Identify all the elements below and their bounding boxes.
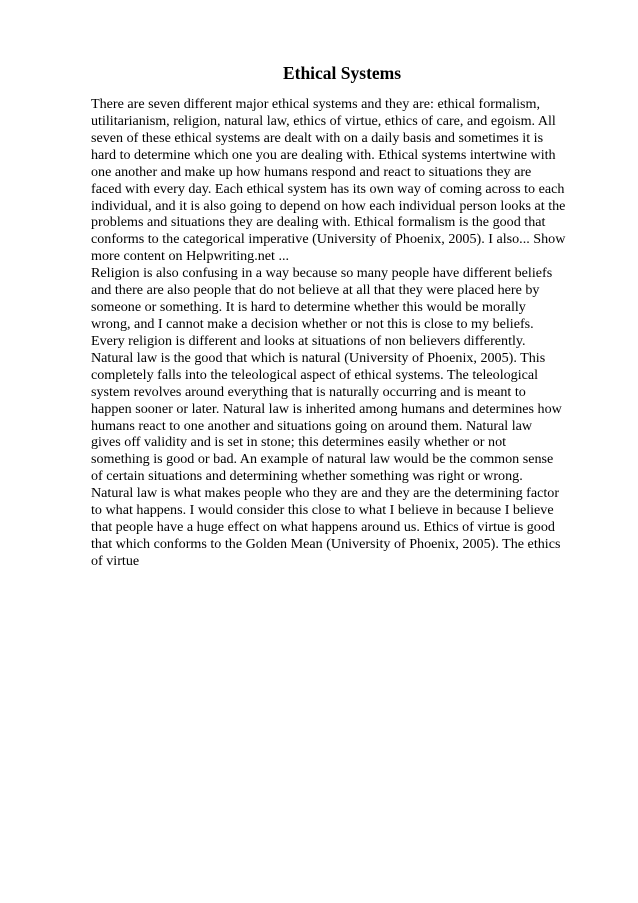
body-line: one another and make up how humans respond and react to situations they are	[91, 163, 532, 180]
body-line: of certain situations and determining whether something was right or wrong.	[91, 468, 523, 485]
body-line: hard to determine which one you are dealing with. Ethical systems intertwine with	[91, 146, 556, 163]
body-line: gives off validity and is set in stone; this determines easily whether or not	[91, 434, 507, 451]
body-line: utilitarianism, religion, natural law, ethics of virtue, ethics of care, and egoism. All	[91, 112, 556, 129]
body-line: someone or something. It is hard to determine whether this would be morally	[91, 299, 526, 316]
body-line: something is good or bad. An example of natural law would be the common sense	[91, 451, 554, 468]
body-line: that people have a huge effect on what happens around us. Ethics of virtue is good	[91, 519, 555, 536]
body-line: individual, and it is also going to depend on how each individual person looks at the	[91, 197, 566, 214]
document-body	[91, 96, 591, 570]
body-line: to what happens. I would consider this close to what I believe in because I believe	[91, 502, 554, 519]
document-title: Ethical Systems	[282, 63, 402, 83]
body-line: Religion is also confusing in a way because so many people have different beliefs	[91, 265, 553, 282]
body-line: Natural law is what makes people who they are and they are the determining factor	[91, 485, 560, 502]
body-line: system revolves around everything that is naturally occurring and is meant to	[91, 383, 526, 400]
body-line: and there are also people that do not believe at all that they were placed here by	[91, 282, 540, 299]
body-line: happen sooner or later. Natural law is inherited among humans and determines how	[91, 400, 562, 417]
body-line: completely falls into the teleological aspect of ethical systems. The teleological	[91, 366, 539, 383]
body-line: faced with every day. Each ethical system has its own way of coming across to each	[91, 180, 565, 197]
body-line: problems and situations they are dealing with. Ethical formalism is the good that	[91, 214, 546, 231]
body-line: Natural law is the good that which is natural (University of Phoenix, 2005). This	[91, 349, 546, 366]
body-line: Every religion is different and looks at situations of non believers differently.	[91, 332, 526, 349]
body-line: There are seven different major ethical systems and they are: ethical formalism,	[91, 96, 540, 112]
body-line: humans react to one another and situations going on around them. Natural law	[91, 417, 533, 434]
body-line: more content on Helpwriting.net ...	[91, 248, 290, 265]
body-line: seven of these ethical systems are dealt with on a daily basis and sometimes it is	[91, 129, 544, 146]
body-line: of virtue	[91, 552, 140, 569]
body-line: wrong, and I cannot make a decision whether or not this is close to my beliefs.	[91, 315, 534, 332]
body-line: conforms to the categorical imperative (University of Phoenix, 2005). I also... Show	[91, 231, 566, 248]
body-line: that which conforms to the Golden Mean (University of Phoenix, 2005). The ethics	[91, 535, 561, 552]
